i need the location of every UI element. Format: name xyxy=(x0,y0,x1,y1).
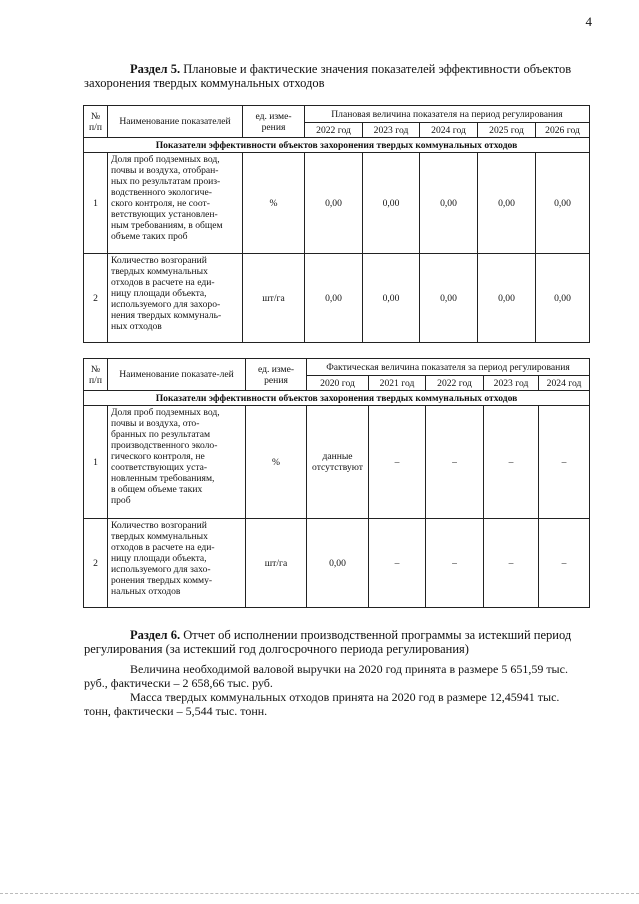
row-number: 1 xyxy=(84,153,108,254)
plan-year-header: 2023 год xyxy=(363,123,420,138)
value-cell: – xyxy=(426,406,484,519)
fact-year-header: 2023 год xyxy=(484,376,539,391)
plan-year-header: 2024 год xyxy=(420,123,478,138)
section5-label: Раздел 5. xyxy=(130,62,181,76)
plan-col-unit: ед. изме-рения xyxy=(243,106,305,138)
section6-label: Раздел 6. xyxy=(130,628,181,642)
fact-col-group: Фактическая величина показателя за период регулирования xyxy=(307,359,590,376)
fact-year-header: 2024 год xyxy=(539,376,590,391)
plan-col-group: Плановая величина показателя на период регулирования xyxy=(305,106,590,123)
value-cell: – xyxy=(484,406,539,519)
fact-indicators-table xyxy=(83,358,590,608)
value-cell: 0,00 xyxy=(536,254,590,343)
page-number: 4 xyxy=(585,14,592,29)
value-cell: 0,00 xyxy=(536,153,590,254)
section5-heading xyxy=(84,62,589,90)
section5-title: Плановые и фактические значения показателей эффективности объектов захоронения твердых коммунальных отходов xyxy=(84,62,572,90)
fact-col-unit: ед. изме-рения xyxy=(246,359,307,391)
unit-cell: % xyxy=(243,153,305,254)
plan-group-title: Показатели эффективности объектов захоронения твердых коммунальных отходов xyxy=(84,138,590,153)
value-cell: 0,00 xyxy=(478,254,536,343)
value-cell: – xyxy=(484,519,539,608)
value-cell: данные отсутствуют xyxy=(307,406,369,519)
row-number: 1 xyxy=(84,406,108,519)
plan-year-header: 2026 год xyxy=(536,123,590,138)
waste-mass-paragraph: Масса твердых коммунальных отходов принята на 2020 год в размере 12,45941 тыс. тонн, фактически – 5,544 тыс. тонн. xyxy=(84,690,560,718)
plan-col-no: № п/п xyxy=(84,106,108,138)
plan-year-header: 2022 год xyxy=(305,123,363,138)
indicator-name: Количество возгораний твердых коммунальных отходов в расчете на еди- ницу площади объекта, используемого для захо- ронения твердых комму- нальных отходов xyxy=(108,519,246,608)
table-row xyxy=(84,153,590,254)
table-row xyxy=(84,254,590,343)
table-row xyxy=(84,519,590,608)
plan-col-name: Наименование показателей xyxy=(108,106,243,138)
indicator-name: Доля проб подземных вод, почвы и воздуха, отобран- ных по результатам произ- водственного экологиче- ского контроля, не соот- ветствующих установлен- ным требованиям, в общем объеме таких проб xyxy=(108,153,243,254)
fact-col-name: Наименование показате-лей xyxy=(108,359,246,391)
value-cell: – xyxy=(539,519,590,608)
plan-year-header: 2025 год xyxy=(478,123,536,138)
value-cell: 0,00 xyxy=(420,254,478,343)
indicator-name: Доля проб подземных вод, почвы и воздуха, ото- бранных по результатам производственного эколо- гического контроля, не соответствующих уста- новленным требованиям, в общем объеме таких проб xyxy=(108,406,246,519)
value-cell: 0,00 xyxy=(307,519,369,608)
fact-col-no: № п/п xyxy=(84,359,108,391)
section6-heading xyxy=(84,628,589,656)
value-cell: 0,00 xyxy=(363,254,420,343)
value-cell: 0,00 xyxy=(420,153,478,254)
plan-indicators-table xyxy=(83,105,590,343)
value-cell: 0,00 xyxy=(305,153,363,254)
revenue-paragraph: Величина необходимой валовой выручки на 2020 год принята в размере 5 651,59 тыс. руб., фактически – 2 658,66 тыс. руб. xyxy=(84,662,568,690)
value-cell: 0,00 xyxy=(363,153,420,254)
unit-cell: шт/га xyxy=(246,519,307,608)
indicator-name: Количество возгораний твердых коммунальных отходов в расчете на еди- ницу площади объекта, используемого для захоро- нения твердых коммуналь- ных отходов xyxy=(108,254,243,343)
value-cell: – xyxy=(369,406,426,519)
value-cell: – xyxy=(539,406,590,519)
fact-year-header: 2020 год xyxy=(307,376,369,391)
row-number: 2 xyxy=(84,519,108,608)
value-cell: 0,00 xyxy=(478,153,536,254)
value-cell: 0,00 xyxy=(305,254,363,343)
value-cell: – xyxy=(369,519,426,608)
value-cell: – xyxy=(426,519,484,608)
fact-group-title: Показатели эффективности объектов захоронения твердых коммунальных отходов xyxy=(84,391,590,406)
unit-cell: шт/га xyxy=(243,254,305,343)
section6-title: Отчет об исполнении производственной программы за истекший период регулирования (за истекший год долгосрочного периода регулирования) xyxy=(84,628,572,656)
fact-year-header: 2022 год xyxy=(426,376,484,391)
unit-cell: % xyxy=(246,406,307,519)
page-bottom-edge xyxy=(0,893,639,894)
fact-year-header: 2021 год xyxy=(369,376,426,391)
row-number: 2 xyxy=(84,254,108,343)
table-row xyxy=(84,406,590,519)
